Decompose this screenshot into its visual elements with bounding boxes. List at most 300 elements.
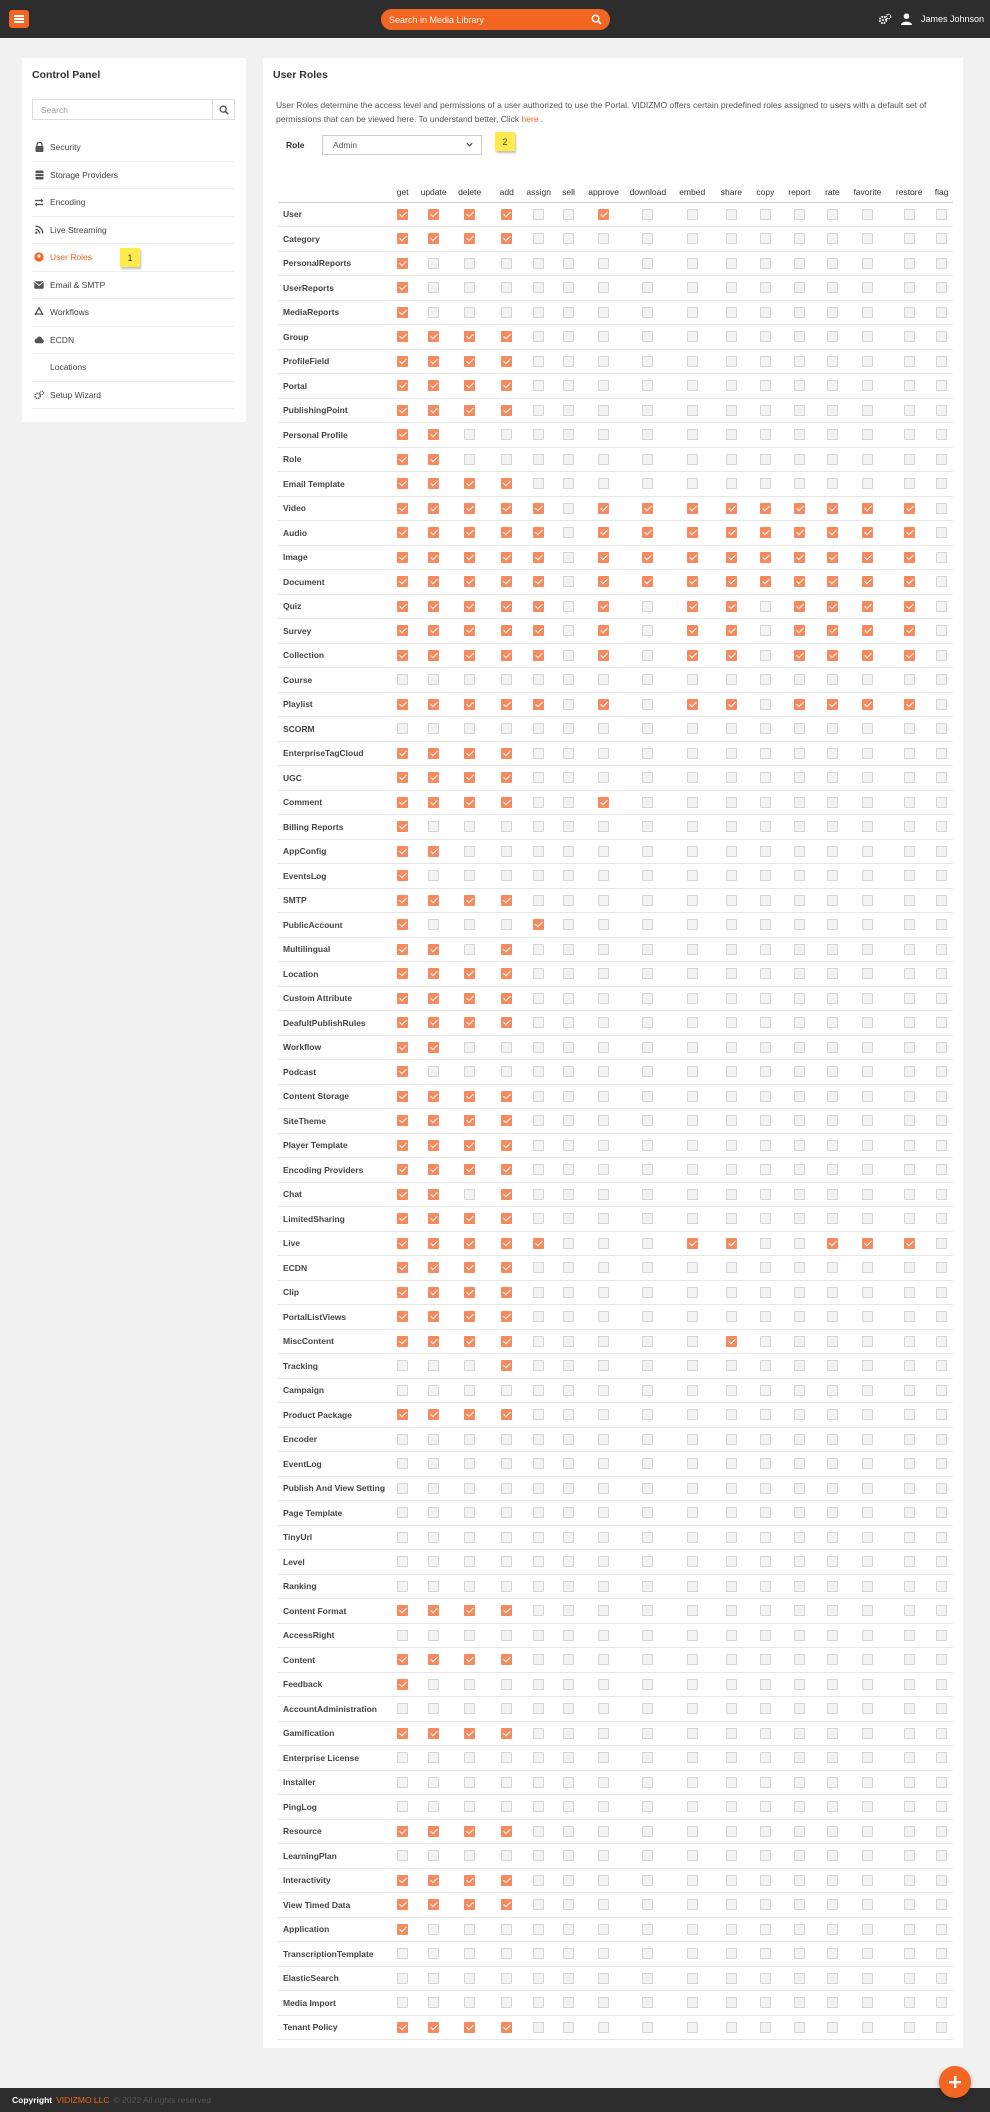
permission-checkbox-sell[interactable]: [563, 1189, 574, 1200]
permission-checkbox-rate[interactable]: [827, 454, 838, 465]
permission-checkbox-add[interactable]: [501, 1752, 512, 1763]
permission-checkbox-assign[interactable]: [533, 527, 544, 538]
user-icon[interactable]: [901, 13, 912, 25]
permission-checkbox-rate[interactable]: [827, 331, 838, 342]
permission-checkbox-download[interactable]: [642, 1189, 653, 1200]
permission-checkbox-share[interactable]: [726, 1360, 737, 1371]
permission-checkbox-flag[interactable]: [936, 870, 947, 881]
permission-checkbox-assign[interactable]: [533, 944, 544, 955]
permission-checkbox-copy[interactable]: [760, 454, 771, 465]
permission-checkbox-get[interactable]: [397, 1483, 408, 1494]
permission-checkbox-report[interactable]: [794, 1679, 805, 1690]
permission-checkbox-share[interactable]: [726, 1140, 737, 1151]
permission-checkbox-delete[interactable]: [464, 1581, 475, 1592]
permission-checkbox-assign[interactable]: [533, 1287, 544, 1298]
permission-checkbox-flag[interactable]: [936, 1899, 947, 1910]
permission-checkbox-update[interactable]: [428, 1581, 439, 1592]
permission-checkbox-share[interactable]: [726, 1483, 737, 1494]
permission-checkbox-approve[interactable]: [598, 625, 609, 636]
permission-checkbox-sell[interactable]: [563, 1213, 574, 1224]
permission-checkbox-delete[interactable]: [464, 1140, 475, 1151]
permission-checkbox-add[interactable]: [501, 1875, 512, 1886]
permission-checkbox-copy[interactable]: [760, 1532, 771, 1543]
permission-checkbox-rate[interactable]: [827, 1066, 838, 1077]
permission-checkbox-download[interactable]: [642, 1679, 653, 1690]
search-icon[interactable]: [591, 14, 602, 25]
permission-checkbox-favorite[interactable]: [862, 258, 873, 269]
permission-checkbox-sell[interactable]: [563, 723, 574, 734]
permission-checkbox-assign[interactable]: [533, 1973, 544, 1984]
permission-checkbox-embed[interactable]: [687, 1164, 698, 1175]
permission-checkbox-sell[interactable]: [563, 527, 574, 538]
permission-checkbox-favorite[interactable]: [862, 968, 873, 979]
permission-checkbox-add[interactable]: [501, 1924, 512, 1935]
permission-checkbox-sell[interactable]: [563, 503, 574, 514]
permission-checkbox-restore[interactable]: [904, 993, 915, 1004]
permission-checkbox-embed[interactable]: [687, 1091, 698, 1102]
permission-checkbox-update[interactable]: [428, 944, 439, 955]
permission-checkbox-report[interactable]: [794, 797, 805, 808]
permission-checkbox-restore[interactable]: [904, 282, 915, 293]
permission-checkbox-get[interactable]: [397, 1630, 408, 1641]
permission-checkbox-approve[interactable]: [598, 405, 609, 416]
permission-checkbox-add[interactable]: [501, 478, 512, 489]
permission-checkbox-flag[interactable]: [936, 1213, 947, 1224]
permission-checkbox-get[interactable]: [397, 1458, 408, 1469]
permission-checkbox-restore[interactable]: [904, 1973, 915, 1984]
permission-checkbox-sell[interactable]: [563, 772, 574, 783]
permission-checkbox-favorite[interactable]: [862, 1434, 873, 1445]
permission-checkbox-share[interactable]: [726, 209, 737, 220]
permission-checkbox-rate[interactable]: [827, 1164, 838, 1175]
permission-checkbox-share[interactable]: [726, 1703, 737, 1714]
permission-checkbox-assign[interactable]: [533, 405, 544, 416]
permission-checkbox-get[interactable]: [397, 1532, 408, 1543]
permission-checkbox-add[interactable]: [501, 454, 512, 465]
permission-checkbox-sell[interactable]: [563, 1238, 574, 1249]
permission-checkbox-report[interactable]: [794, 1507, 805, 1518]
permission-checkbox-report[interactable]: [794, 1581, 805, 1592]
permission-checkbox-report[interactable]: [794, 968, 805, 979]
permission-checkbox-download[interactable]: [642, 1140, 653, 1151]
permission-checkbox-flag[interactable]: [936, 209, 947, 220]
permission-checkbox-approve[interactable]: [598, 1017, 609, 1028]
permission-checkbox-add[interactable]: [501, 1556, 512, 1567]
permission-checkbox-flag[interactable]: [936, 1997, 947, 2008]
permission-checkbox-share[interactable]: [726, 821, 737, 832]
permission-checkbox-sell[interactable]: [563, 1409, 574, 1420]
permission-checkbox-copy[interactable]: [760, 1875, 771, 1886]
permission-checkbox-share[interactable]: [726, 1728, 737, 1739]
permission-checkbox-rate[interactable]: [827, 2022, 838, 2033]
permission-checkbox-add[interactable]: [501, 1532, 512, 1543]
permission-checkbox-sell[interactable]: [563, 1507, 574, 1518]
permission-checkbox-copy[interactable]: [760, 1679, 771, 1690]
permission-checkbox-report[interactable]: [794, 1801, 805, 1812]
permission-checkbox-add[interactable]: [501, 797, 512, 808]
permission-checkbox-delete[interactable]: [464, 1924, 475, 1935]
permission-checkbox-copy[interactable]: [760, 968, 771, 979]
permission-checkbox-share[interactable]: [726, 282, 737, 293]
permission-checkbox-download[interactable]: [642, 1532, 653, 1543]
permission-checkbox-embed[interactable]: [687, 870, 698, 881]
permission-checkbox-favorite[interactable]: [862, 1728, 873, 1739]
permission-checkbox-flag[interactable]: [936, 674, 947, 685]
permission-checkbox-embed[interactable]: [687, 1679, 698, 1690]
permission-checkbox-favorite[interactable]: [862, 870, 873, 881]
permission-checkbox-flag[interactable]: [936, 1336, 947, 1347]
permission-checkbox-assign[interactable]: [533, 674, 544, 685]
permission-checkbox-sell[interactable]: [563, 1066, 574, 1077]
permission-checkbox-delete[interactable]: [464, 895, 475, 906]
permission-checkbox-sell[interactable]: [563, 1581, 574, 1592]
permission-checkbox-download[interactable]: [642, 968, 653, 979]
permission-checkbox-embed[interactable]: [687, 1213, 698, 1224]
permission-checkbox-add[interactable]: [501, 429, 512, 440]
permission-checkbox-assign[interactable]: [533, 1458, 544, 1469]
permission-checkbox-approve[interactable]: [598, 1360, 609, 1371]
permission-checkbox-rate[interactable]: [827, 552, 838, 563]
permission-checkbox-delete[interactable]: [464, 1948, 475, 1959]
permission-checkbox-approve[interactable]: [598, 1948, 609, 1959]
permission-checkbox-flag[interactable]: [936, 772, 947, 783]
permission-checkbox-get[interactable]: [397, 1899, 408, 1910]
permission-checkbox-embed[interactable]: [687, 993, 698, 1004]
permission-checkbox-flag[interactable]: [936, 1066, 947, 1077]
permission-checkbox-rate[interactable]: [827, 1826, 838, 1837]
permission-checkbox-download[interactable]: [642, 797, 653, 808]
permission-checkbox-add[interactable]: [501, 846, 512, 857]
permission-checkbox-update[interactable]: [428, 1287, 439, 1298]
permission-checkbox-approve[interactable]: [598, 1434, 609, 1445]
permission-checkbox-download[interactable]: [642, 1409, 653, 1420]
permission-checkbox-report[interactable]: [794, 1434, 805, 1445]
permission-checkbox-add[interactable]: [501, 748, 512, 759]
permission-checkbox-rate[interactable]: [827, 1360, 838, 1371]
permission-checkbox-rate[interactable]: [827, 1532, 838, 1543]
permission-checkbox-assign[interactable]: [533, 1826, 544, 1837]
permission-checkbox-copy[interactable]: [760, 356, 771, 367]
permission-checkbox-restore[interactable]: [904, 821, 915, 832]
permission-checkbox-delete[interactable]: [464, 233, 475, 244]
permission-checkbox-rate[interactable]: [827, 1091, 838, 1102]
permission-checkbox-get[interactable]: [397, 380, 408, 391]
permission-checkbox-report[interactable]: [794, 454, 805, 465]
permission-checkbox-delete[interactable]: [464, 356, 475, 367]
permission-checkbox-sell[interactable]: [563, 625, 574, 636]
permission-checkbox-download[interactable]: [642, 527, 653, 538]
permission-checkbox-favorite[interactable]: [862, 895, 873, 906]
permission-checkbox-embed[interactable]: [687, 1997, 698, 2008]
permission-checkbox-approve[interactable]: [598, 503, 609, 514]
permission-checkbox-approve[interactable]: [598, 380, 609, 391]
permission-checkbox-sell[interactable]: [563, 454, 574, 465]
permission-checkbox-assign[interactable]: [533, 1581, 544, 1592]
permission-checkbox-rate[interactable]: [827, 1948, 838, 1959]
permission-checkbox-get[interactable]: [397, 1066, 408, 1077]
permission-checkbox-delete[interactable]: [464, 1679, 475, 1690]
permission-checkbox-delete[interactable]: [464, 944, 475, 955]
permission-checkbox-favorite[interactable]: [862, 1703, 873, 1714]
permission-checkbox-add[interactable]: [501, 527, 512, 538]
permission-checkbox-assign[interactable]: [533, 1115, 544, 1126]
permission-checkbox-add[interactable]: [501, 1507, 512, 1518]
permission-checkbox-copy[interactable]: [760, 1556, 771, 1567]
permission-checkbox-flag[interactable]: [936, 993, 947, 1004]
permission-checkbox-copy[interactable]: [760, 1850, 771, 1861]
permission-checkbox-report[interactable]: [794, 674, 805, 685]
permission-checkbox-favorite[interactable]: [862, 1042, 873, 1053]
permission-checkbox-flag[interactable]: [936, 1752, 947, 1763]
permission-checkbox-share[interactable]: [726, 748, 737, 759]
add-button[interactable]: [939, 2066, 971, 2098]
permission-checkbox-rate[interactable]: [827, 1287, 838, 1298]
permission-checkbox-download[interactable]: [642, 1458, 653, 1469]
permission-checkbox-add[interactable]: [501, 380, 512, 391]
permission-checkbox-get[interactable]: [397, 919, 408, 930]
sidebar-item-workflows[interactable]: [32, 299, 235, 327]
permission-checkbox-restore[interactable]: [904, 454, 915, 465]
permission-checkbox-delete[interactable]: [464, 380, 475, 391]
permission-checkbox-approve[interactable]: [598, 1875, 609, 1886]
permission-checkbox-sell[interactable]: [563, 1703, 574, 1714]
help-link[interactable]: here: [521, 113, 539, 124]
permission-checkbox-rate[interactable]: [827, 1262, 838, 1273]
permission-checkbox-sell[interactable]: [563, 870, 574, 881]
permission-checkbox-add[interactable]: [501, 674, 512, 685]
permission-checkbox-get[interactable]: [397, 1973, 408, 1984]
permission-checkbox-embed[interactable]: [687, 748, 698, 759]
permission-checkbox-get[interactable]: [397, 1238, 408, 1249]
permission-checkbox-flag[interactable]: [936, 1605, 947, 1616]
permission-checkbox-restore[interactable]: [904, 1777, 915, 1788]
permission-checkbox-download[interactable]: [642, 1875, 653, 1886]
sidebar-item-storage-providers[interactable]: [32, 162, 235, 190]
permission-checkbox-download[interactable]: [642, 821, 653, 832]
permission-checkbox-favorite[interactable]: [862, 625, 873, 636]
permission-checkbox-update[interactable]: [428, 1483, 439, 1494]
permission-checkbox-download[interactable]: [642, 772, 653, 783]
permission-checkbox-update[interactable]: [428, 1042, 439, 1053]
permission-checkbox-update[interactable]: [428, 919, 439, 930]
permission-checkbox-copy[interactable]: [760, 748, 771, 759]
permission-checkbox-add[interactable]: [501, 1360, 512, 1371]
permission-checkbox-get[interactable]: [397, 1826, 408, 1837]
permission-checkbox-copy[interactable]: [760, 1140, 771, 1151]
permission-checkbox-copy[interactable]: [760, 650, 771, 661]
permission-checkbox-report[interactable]: [794, 1287, 805, 1298]
permission-checkbox-favorite[interactable]: [862, 1605, 873, 1616]
permission-checkbox-assign[interactable]: [533, 429, 544, 440]
permission-checkbox-report[interactable]: [794, 1311, 805, 1322]
permission-checkbox-copy[interactable]: [760, 772, 771, 783]
hamburger-menu-button[interactable]: [9, 10, 29, 28]
permission-checkbox-flag[interactable]: [936, 527, 947, 538]
permission-checkbox-favorite[interactable]: [862, 1066, 873, 1077]
permission-checkbox-copy[interactable]: [760, 576, 771, 587]
permission-checkbox-copy[interactable]: [760, 1973, 771, 1984]
permission-checkbox-rate[interactable]: [827, 895, 838, 906]
permission-checkbox-assign[interactable]: [533, 233, 544, 244]
permission-checkbox-rate[interactable]: [827, 1311, 838, 1322]
permission-checkbox-delete[interactable]: [464, 1997, 475, 2008]
permission-checkbox-delete[interactable]: [464, 1532, 475, 1543]
permission-checkbox-flag[interactable]: [936, 1042, 947, 1053]
permission-checkbox-update[interactable]: [428, 282, 439, 293]
permission-checkbox-flag[interactable]: [936, 797, 947, 808]
permission-checkbox-embed[interactable]: [687, 674, 698, 685]
permission-checkbox-sell[interactable]: [563, 650, 574, 661]
permission-checkbox-embed[interactable]: [687, 1336, 698, 1347]
permission-checkbox-favorite[interactable]: [862, 405, 873, 416]
permission-checkbox-sell[interactable]: [563, 209, 574, 220]
permission-checkbox-report[interactable]: [794, 772, 805, 783]
permission-checkbox-delete[interactable]: [464, 846, 475, 857]
permission-checkbox-add[interactable]: [501, 772, 512, 783]
permission-checkbox-download[interactable]: [642, 846, 653, 857]
permission-checkbox-copy[interactable]: [760, 478, 771, 489]
permission-checkbox-delete[interactable]: [464, 1458, 475, 1469]
permission-checkbox-get[interactable]: [397, 356, 408, 367]
permission-checkbox-assign[interactable]: [533, 601, 544, 612]
permission-checkbox-report[interactable]: [794, 429, 805, 440]
permission-checkbox-share[interactable]: [726, 1311, 737, 1322]
permission-checkbox-add[interactable]: [501, 1066, 512, 1077]
permission-checkbox-update[interactable]: [428, 1360, 439, 1371]
permission-checkbox-report[interactable]: [794, 1924, 805, 1935]
permission-checkbox-sell[interactable]: [563, 1483, 574, 1494]
permission-checkbox-download[interactable]: [642, 1287, 653, 1298]
permission-checkbox-delete[interactable]: [464, 1826, 475, 1837]
permission-checkbox-download[interactable]: [642, 650, 653, 661]
permission-checkbox-share[interactable]: [726, 1017, 737, 1028]
permission-checkbox-update[interactable]: [428, 1507, 439, 1518]
permission-checkbox-share[interactable]: [726, 1654, 737, 1665]
permission-checkbox-share[interactable]: [726, 968, 737, 979]
permission-checkbox-report[interactable]: [794, 1238, 805, 1249]
permission-checkbox-sell[interactable]: [563, 699, 574, 710]
permission-checkbox-report[interactable]: [794, 699, 805, 710]
permission-checkbox-flag[interactable]: [936, 478, 947, 489]
permission-checkbox-flag[interactable]: [936, 1777, 947, 1788]
permission-checkbox-approve[interactable]: [598, 307, 609, 318]
permission-checkbox-share[interactable]: [726, 1189, 737, 1200]
permission-checkbox-sell[interactable]: [563, 1262, 574, 1273]
permission-checkbox-update[interactable]: [428, 1238, 439, 1249]
permission-checkbox-approve[interactable]: [598, 1581, 609, 1592]
permission-checkbox-embed[interactable]: [687, 1752, 698, 1763]
permission-checkbox-rate[interactable]: [827, 1997, 838, 2008]
permission-checkbox-report[interactable]: [794, 1042, 805, 1053]
permission-checkbox-approve[interactable]: [598, 478, 609, 489]
permission-checkbox-approve[interactable]: [598, 1973, 609, 1984]
permission-checkbox-restore[interactable]: [904, 1826, 915, 1837]
permission-checkbox-update[interactable]: [428, 478, 439, 489]
permission-checkbox-approve[interactable]: [598, 1213, 609, 1224]
permission-checkbox-flag[interactable]: [936, 699, 947, 710]
permission-checkbox-delete[interactable]: [464, 993, 475, 1004]
permission-checkbox-report[interactable]: [794, 1777, 805, 1788]
permission-checkbox-add[interactable]: [501, 1973, 512, 1984]
permission-checkbox-copy[interactable]: [760, 1483, 771, 1494]
permission-checkbox-share[interactable]: [726, 1262, 737, 1273]
permission-checkbox-favorite[interactable]: [862, 821, 873, 832]
permission-checkbox-delete[interactable]: [464, 797, 475, 808]
permission-checkbox-download[interactable]: [642, 1605, 653, 1616]
permission-checkbox-copy[interactable]: [760, 1630, 771, 1641]
permission-checkbox-restore[interactable]: [904, 1507, 915, 1518]
permission-checkbox-get[interactable]: [397, 1311, 408, 1322]
permission-checkbox-assign[interactable]: [533, 1948, 544, 1959]
permission-checkbox-sell[interactable]: [563, 258, 574, 269]
permission-checkbox-share[interactable]: [726, 380, 737, 391]
permission-checkbox-get[interactable]: [397, 846, 408, 857]
permission-checkbox-embed[interactable]: [687, 919, 698, 930]
permission-checkbox-add[interactable]: [501, 1115, 512, 1126]
permission-checkbox-embed[interactable]: [687, 1777, 698, 1788]
permission-checkbox-favorite[interactable]: [862, 1997, 873, 2008]
permission-checkbox-embed[interactable]: [687, 233, 698, 244]
permission-checkbox-copy[interactable]: [760, 944, 771, 955]
permission-checkbox-get[interactable]: [397, 1017, 408, 1028]
permission-checkbox-restore[interactable]: [904, 527, 915, 538]
permission-checkbox-favorite[interactable]: [862, 1801, 873, 1812]
permission-checkbox-download[interactable]: [642, 1581, 653, 1592]
permission-checkbox-report[interactable]: [794, 919, 805, 930]
permission-checkbox-flag[interactable]: [936, 380, 947, 391]
permission-checkbox-download[interactable]: [642, 1507, 653, 1518]
permission-checkbox-copy[interactable]: [760, 258, 771, 269]
permission-checkbox-update[interactable]: [428, 1654, 439, 1665]
permission-checkbox-embed[interactable]: [687, 380, 698, 391]
permission-checkbox-add[interactable]: [501, 1826, 512, 1837]
permission-checkbox-add[interactable]: [501, 1017, 512, 1028]
permission-checkbox-embed[interactable]: [687, 1189, 698, 1200]
permission-checkbox-rate[interactable]: [827, 1458, 838, 1469]
permission-checkbox-flag[interactable]: [936, 282, 947, 293]
sidebar-item-locations[interactable]: [32, 354, 235, 382]
permission-checkbox-sell[interactable]: [563, 1336, 574, 1347]
permission-checkbox-add[interactable]: [501, 1801, 512, 1812]
permission-checkbox-sell[interactable]: [563, 1042, 574, 1053]
permission-checkbox-add[interactable]: [501, 1581, 512, 1592]
permission-checkbox-update[interactable]: [428, 650, 439, 661]
permission-checkbox-sell[interactable]: [563, 1458, 574, 1469]
permission-checkbox-share[interactable]: [726, 1336, 737, 1347]
permission-checkbox-get[interactable]: [397, 944, 408, 955]
permission-checkbox-sell[interactable]: [563, 1164, 574, 1175]
permission-checkbox-update[interactable]: [428, 1703, 439, 1714]
permission-checkbox-get[interactable]: [397, 1140, 408, 1151]
permission-checkbox-update[interactable]: [428, 307, 439, 318]
permission-checkbox-delete[interactable]: [464, 1189, 475, 1200]
permission-checkbox-embed[interactable]: [687, 282, 698, 293]
permission-checkbox-delete[interactable]: [464, 1360, 475, 1371]
permission-checkbox-download[interactable]: [642, 1997, 653, 2008]
permission-checkbox-download[interactable]: [642, 1973, 653, 1984]
permission-checkbox-download[interactable]: [642, 1066, 653, 1077]
permission-checkbox-delete[interactable]: [464, 1801, 475, 1812]
permission-checkbox-flag[interactable]: [936, 1360, 947, 1371]
permission-checkbox-get[interactable]: [397, 1728, 408, 1739]
permission-checkbox-restore[interactable]: [904, 1066, 915, 1077]
permission-checkbox-rate[interactable]: [827, 846, 838, 857]
permission-checkbox-update[interactable]: [428, 625, 439, 636]
permission-checkbox-add[interactable]: [501, 503, 512, 514]
permission-checkbox-sell[interactable]: [563, 1311, 574, 1322]
permission-checkbox-flag[interactable]: [936, 1703, 947, 1714]
permission-checkbox-add[interactable]: [501, 870, 512, 881]
